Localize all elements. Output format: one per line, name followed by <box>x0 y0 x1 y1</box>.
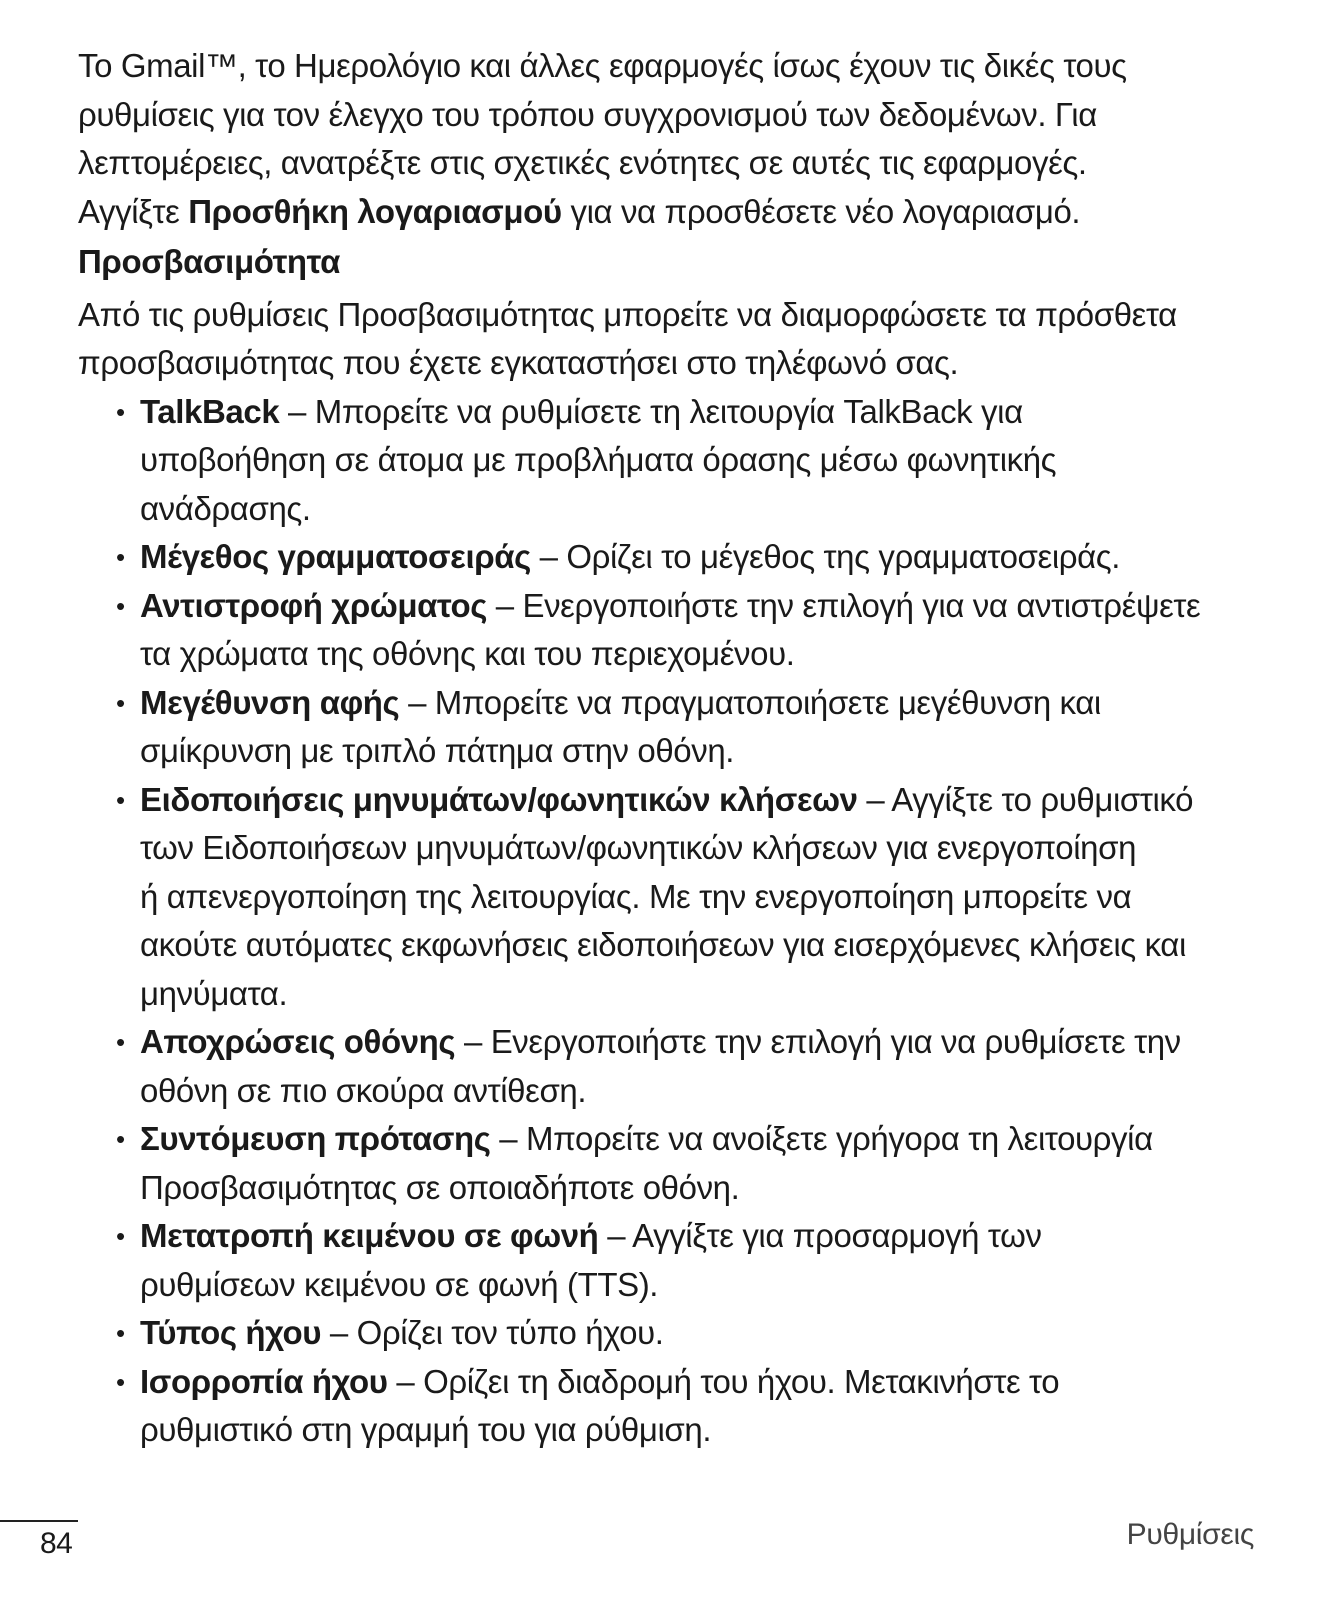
item-text: – Μπορείτε να ρυθμίσετε τη λειτουργία TalkBack για <box>279 392 1023 430</box>
item-text: – Ενεργοποιήστε την επιλογή για να ρυθμίσετε την <box>455 1023 1181 1060</box>
list-item <box>116 388 1268 534</box>
item-line <box>140 1115 1268 1164</box>
item-line <box>140 485 1268 534</box>
list-item <box>116 1309 1268 1358</box>
item-text: μηνύματα. <box>140 974 288 1012</box>
item-line <box>140 824 1268 873</box>
bullet-icon: • <box>116 1124 125 1154</box>
item-term: TalkBack <box>140 392 280 430</box>
item-term: Αποχρώσεις οθόνης <box>140 1023 456 1060</box>
item-line <box>140 630 1268 679</box>
list-item <box>116 1358 1268 1455</box>
intro-line: λεπτομέρειες, ανατρέξτε στις σχετικές ενότητες σε αυτές τις εφαρμογές. <box>78 144 1087 181</box>
bullet-icon: • <box>116 396 125 427</box>
item-text: ρυθμίσεων κειμένου σε φωνή (TTS). <box>140 1265 659 1303</box>
item-term: Αντιστροφή χρώματος <box>140 586 487 624</box>
item-text: υποβοήθηση σε άτομα με προβλήματα όρασης μέσω φωνητικής <box>140 441 1057 478</box>
add-account-term: Προσθήκη λογαριασμού <box>188 192 562 230</box>
item-text: – Μπορείτε να ανοίξετε γρήγορα τη λειτουργία <box>490 1120 1153 1157</box>
bullet-icon: • <box>116 687 125 718</box>
section-description <box>78 291 1268 388</box>
item-line <box>140 1406 1268 1455</box>
item-text: – Ορίζει το μέγεθος της γραμματοσειράς. <box>530 538 1121 575</box>
list-item <box>116 1018 1268 1115</box>
item-term: Ειδοποιήσεις μηνυμάτων/φωνητικών κλήσεων <box>140 780 858 818</box>
section-name: Ρυθμίσεις <box>1126 1518 1254 1551</box>
description-line: Από τις ρυθμίσεις Προσβασιμότητας μπορείτε να διαμορφώσετε τα πρόσθετα <box>78 295 1177 333</box>
item-text: – Ενεργοποιήστε την επιλογή για να αντιστρέψετε <box>486 586 1201 624</box>
item-text: – Αγγίξτε το ρυθμιστικό <box>857 780 1194 818</box>
item-text: – Ορίζει τη διαδρομή του ήχου. Μετακινήστε το <box>387 1362 1060 1400</box>
item-term: Τύπος ήχου <box>140 1314 322 1351</box>
intro-line: Το Gmail™, το Ημερολόγιο και άλλες εφαρμογές ίσως έχουν τις δικές τους <box>78 47 1127 84</box>
intro-paragraph <box>78 42 1268 236</box>
page-number-rule <box>0 1520 78 1522</box>
bullet-icon: • <box>116 1318 125 1348</box>
item-text: – Μπορείτε να πραγματοποιήσετε μεγέθυνση και <box>399 683 1101 721</box>
item-text: ρυθμιστικό στη γραμμή του για ρύθμιση. <box>140 1411 712 1448</box>
item-term: Μεγέθυνση αφής <box>140 683 400 721</box>
page-number: 84 <box>40 1527 73 1560</box>
bullet-icon: • <box>116 784 125 815</box>
description-line: προσβασιμότητας που έχετε εγκαταστήσει στο τηλέφωνό σας. <box>78 344 959 381</box>
bullet-icon: • <box>116 542 125 572</box>
list-item <box>116 1212 1268 1309</box>
intro-line: ρυθμίσεις για τον έλεγχο του τρόπου συγχρονισμού των δεδομένων. Για <box>78 95 1097 133</box>
item-text: – Αγγίξτε για προσαρμογή των <box>598 1217 1042 1254</box>
item-text: – Ορίζει τον τύπο ήχου. <box>321 1314 664 1351</box>
list-item <box>116 776 1268 1019</box>
add-account-suffix: για να προσθέσετε νέο λογαριασμό. <box>561 192 1081 230</box>
item-line <box>140 388 1268 437</box>
item-term: Μετατροπή κειμένου σε φωνή <box>140 1217 599 1254</box>
add-account-instruction <box>78 188 1268 237</box>
item-line <box>140 873 1268 922</box>
item-text: τα χρώματα της οθόνης και του περιεχομένου. <box>140 635 795 672</box>
bullet-icon: • <box>116 1221 125 1251</box>
list-item <box>116 582 1268 679</box>
section-heading: Προσβασιμότητα <box>78 243 340 280</box>
add-account-prefix: Αγγίξτε <box>78 192 189 230</box>
item-line <box>140 679 1268 728</box>
item-text: Προσβασιμότητας σε οποιαδήποτε οθόνη. <box>140 1168 740 1206</box>
list-item <box>116 679 1268 776</box>
page-content <box>78 42 1268 1455</box>
item-line <box>140 921 1268 970</box>
item-text: ανάδρασης. <box>140 489 311 527</box>
accessibility-options-list <box>78 388 1268 1455</box>
item-text: σμίκρυνση με τριπλό πάτημα στην οθόνη. <box>140 732 735 769</box>
bullet-icon: • <box>116 1027 125 1057</box>
item-text: των Ειδοποιήσεων μηνυμάτων/φωνητικών κλήσεων για ενεργοποίηση <box>140 829 1137 866</box>
bullet-icon: • <box>116 590 125 621</box>
item-line <box>140 1309 1268 1358</box>
item-text: ακούτε αυτόματες εκφωνήσεις ειδοποιήσεων για εισερχόμενες κλήσεις και <box>140 926 1186 963</box>
item-text: ή απενεργοποίηση της λειτουργίας. Με την ενεργοποίηση μπορείτε να <box>140 877 1132 915</box>
item-line <box>140 1261 1268 1310</box>
item-line <box>140 533 1268 582</box>
bullet-icon: • <box>116 1366 125 1397</box>
item-line <box>140 582 1268 631</box>
item-line <box>140 1018 1268 1067</box>
item-line <box>140 1067 1268 1116</box>
list-item <box>116 1115 1268 1212</box>
item-line <box>140 1164 1268 1213</box>
item-line <box>140 1358 1268 1407</box>
item-line <box>140 727 1268 776</box>
item-text: οθόνη σε πιο σκούρα αντίθεση. <box>140 1071 587 1109</box>
item-term: Μέγεθος γραμματοσειράς <box>140 538 531 575</box>
item-line <box>140 776 1268 825</box>
item-line <box>140 1212 1268 1261</box>
item-line <box>140 436 1268 485</box>
item-term: Συντόμευση πρότασης <box>140 1120 491 1157</box>
item-line <box>140 970 1268 1019</box>
item-term: Ισορροπία ήχου <box>140 1362 388 1400</box>
list-item <box>116 533 1268 582</box>
